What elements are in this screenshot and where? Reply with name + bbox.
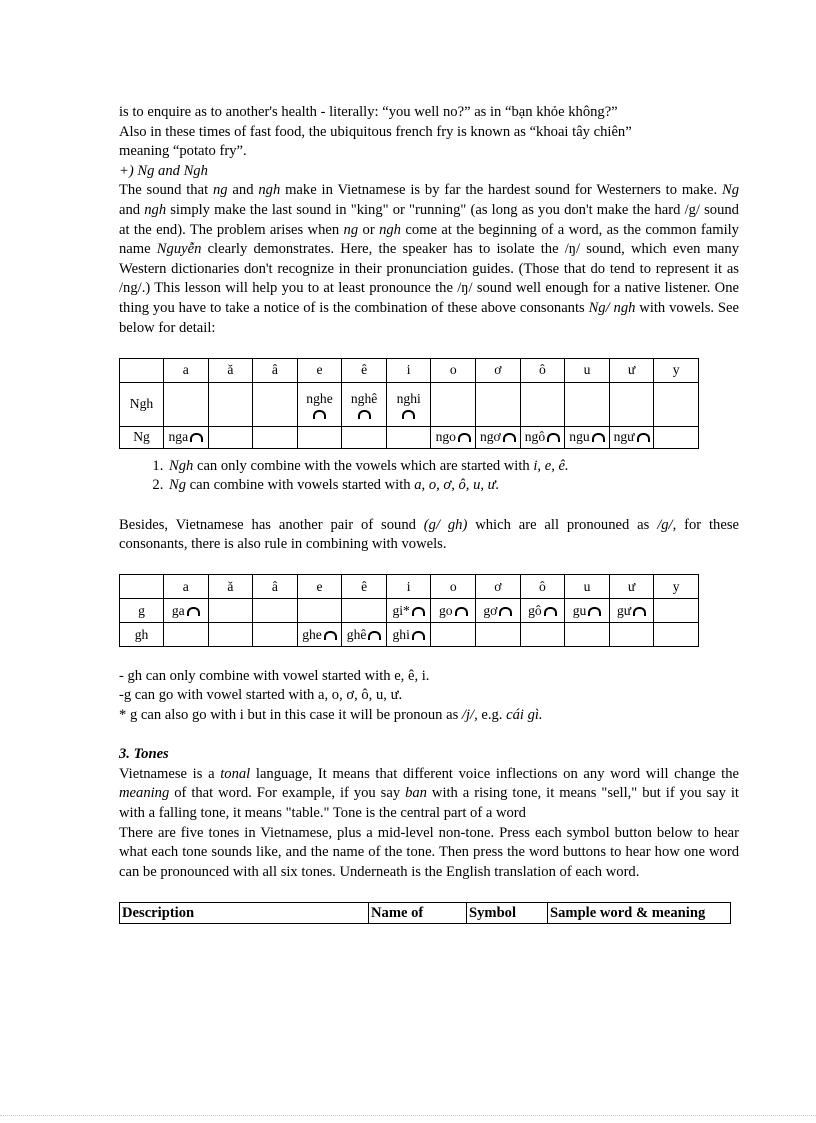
empty-cell [386, 426, 431, 448]
vowel-header: ư [609, 575, 654, 599]
syllable-text: ghi [392, 626, 410, 642]
syllable-cell[interactable] [520, 599, 565, 623]
g-gh-vowel-table [119, 574, 699, 647]
vowel-header: â [253, 358, 298, 382]
vowel-header: ô [520, 575, 565, 599]
tones-header-row [120, 903, 731, 924]
ng-rules-list [119, 457, 739, 496]
vowel-header: o [431, 358, 476, 382]
vowel-header: u [565, 575, 610, 599]
syllable-text: ngu [569, 429, 590, 445]
syllable-text: ngo [435, 429, 456, 445]
italic-term: cái gì. [506, 707, 543, 724]
header-name-of: Name of [369, 903, 467, 924]
empty-cell [520, 623, 565, 647]
text: can combine with vowels started with [186, 477, 415, 494]
text: Besides, Vietnamese has another pair of sound [119, 516, 424, 533]
g-row [120, 599, 699, 623]
vowel-header: ă [208, 575, 253, 599]
empty-cell [654, 382, 699, 426]
gh-row [120, 623, 699, 647]
vowel-header: ô [520, 358, 565, 382]
text: come at the beginning of a word, as the common family name [119, 221, 739, 258]
vowel-header: â [253, 575, 298, 599]
row-label-ngh: Ngh [120, 382, 164, 426]
tones-table [119, 902, 731, 924]
ng-rule-item [167, 457, 739, 477]
empty-cell [609, 382, 654, 426]
text: and [119, 201, 145, 218]
syllable-text: gô [528, 602, 542, 618]
headphones-icon[interactable] [190, 433, 203, 442]
syllable-text: nghe [306, 390, 333, 406]
text: * g can also go with i but in this case it will be pronoun as [119, 707, 462, 724]
empty-cell [253, 599, 298, 623]
empty-cell [476, 382, 521, 426]
empty-cell [654, 623, 699, 647]
syllable-cell[interactable] [342, 623, 387, 647]
syllable-text: ngư [613, 429, 635, 445]
italic-term: /g/, [657, 516, 677, 533]
headphones-icon[interactable] [313, 410, 326, 419]
syllable-text: ga [171, 602, 185, 618]
tones-paragraph-2: There are five tones in Vietnamese, plus a mid-level non-tone. Press each symbol button below to hear what each tone sounds like, and the name of the tone. Then press the word buttons to hear how one word can be pronounced with all six tones. Underneath is the English translation of each word. [119, 824, 739, 880]
empty-cell [253, 382, 298, 426]
text: and [227, 182, 259, 199]
italic-term: Ng/ ngh [588, 299, 636, 316]
text: for these consonants, there is also rule in combining with vowels. [119, 516, 739, 553]
tones-paragraph-1 [119, 765, 739, 824]
text: with vowels. See below for detail: [119, 299, 739, 336]
empty-cell [342, 599, 387, 623]
corner-cell [120, 575, 164, 599]
ng-paragraph [119, 181, 739, 338]
syllable-cell[interactable] [386, 599, 431, 623]
syllable-cell[interactable] [386, 623, 431, 647]
empty-cell [565, 382, 610, 426]
intro-line-2: Also in these times of fast food, the ubiquitous french fry is known as “khoai tây chiên” [119, 123, 632, 140]
empty-cell [654, 426, 699, 448]
vowel-header-row [120, 358, 699, 382]
syllable-cell[interactable] [476, 426, 521, 448]
syllable-cell[interactable] [431, 426, 476, 448]
syllable-text: ngô [524, 429, 546, 445]
empty-cell [609, 623, 654, 647]
ngh-row [120, 382, 699, 426]
empty-cell [164, 382, 209, 426]
text: which are all pronouned as [467, 516, 658, 533]
ng-row [120, 426, 699, 448]
headphones-icon[interactable] [455, 607, 468, 616]
vowel-header: u [565, 358, 610, 382]
text: of that word. For example, if you say [169, 785, 406, 802]
headphones-icon[interactable] [592, 433, 605, 442]
italic-term: tonal [220, 765, 251, 782]
corner-cell [120, 358, 164, 382]
vowel-header: ê [342, 358, 387, 382]
g-gh-paragraph [119, 516, 739, 555]
empty-cell [476, 623, 521, 647]
headphones-icon[interactable] [633, 607, 646, 616]
vowel-header-row [120, 575, 699, 599]
headphones-icon[interactable] [458, 433, 471, 442]
syllable-cell[interactable] [431, 599, 476, 623]
text: language, It means that different voice inflections on any word will change the [250, 765, 740, 782]
header-sample-word: Sample word & meaning [548, 903, 731, 924]
italic-term: Ng [721, 182, 739, 199]
syllable-text: nghê [350, 390, 378, 406]
ng-ngh-vowel-table [119, 358, 699, 449]
text: Vietnamese is a [119, 765, 221, 782]
vowel-header: o [431, 575, 476, 599]
row-label-g: g [120, 599, 164, 623]
headphones-icon[interactable] [503, 433, 516, 442]
italic-term: Ngh [169, 457, 194, 474]
italic-term: ngh [258, 182, 281, 199]
syllable-text: ghê [346, 626, 367, 642]
vowel-header: e [297, 358, 342, 382]
vowel-header: ư [609, 358, 654, 382]
italic-term: meaning [119, 785, 170, 802]
syllable-cell[interactable] [164, 426, 209, 448]
italic-term: Nguyễn [156, 241, 202, 258]
italic-term: Ng [169, 477, 187, 494]
syllable-cell[interactable] [297, 623, 342, 647]
g-rule-line: - gh can only combine with vowel started with e, ê, i. [119, 667, 430, 684]
syllable-cell[interactable] [342, 382, 387, 426]
row-label-gh: gh [120, 623, 164, 647]
syllable-text: go [438, 602, 453, 618]
text: e.g. [477, 707, 507, 724]
italic-term: ng [212, 182, 228, 199]
text: can only combine with the vowels which are started with [193, 457, 534, 474]
empty-cell [208, 382, 253, 426]
syllable-text: gư [616, 602, 632, 618]
italic-term: ng [343, 221, 359, 238]
italic-term: a, o, ơ, ô, u, ư. [414, 477, 500, 494]
empty-cell [520, 382, 565, 426]
italic-term: (g/ gh) [423, 516, 468, 533]
syllable-cell[interactable] [520, 426, 565, 448]
text: or [358, 221, 380, 238]
intro-line-1: is to enquire as to another's health - literally: “you well no?” as in “bạn khỏe không?” [119, 104, 618, 120]
row-label-ng: Ng [120, 426, 164, 448]
empty-cell [208, 426, 253, 448]
vowel-header: y [654, 575, 699, 599]
syllable-text: ngơ [479, 429, 501, 445]
empty-cell [164, 623, 209, 647]
document-page [119, 103, 739, 924]
headphones-icon[interactable] [637, 433, 650, 442]
syllable-cell[interactable] [565, 599, 610, 623]
text: simply make the last sound in "king" or "running" (as long as you don't make the hard /g/ sound at the end). The problem arises when [119, 201, 739, 238]
headphones-icon[interactable] [187, 607, 200, 616]
vowel-header: a [164, 358, 209, 382]
italic-term: ngh [379, 221, 401, 238]
section-heading-tones: 3. Tones [119, 746, 169, 763]
headphones-icon[interactable] [588, 607, 601, 616]
vowel-header: y [654, 358, 699, 382]
empty-cell [342, 426, 387, 448]
headphones-icon[interactable] [412, 607, 425, 616]
empty-cell [297, 599, 342, 623]
vowel-header: a [164, 575, 209, 599]
syllable-cell[interactable] [386, 382, 431, 426]
empty-cell [208, 623, 253, 647]
vowel-header: i [386, 575, 431, 599]
empty-cell [565, 623, 610, 647]
syllable-text: ghe [302, 626, 322, 642]
syllable-cell[interactable] [565, 426, 610, 448]
text: The sound that [119, 182, 213, 199]
italic-term: /j/, [461, 707, 478, 724]
syllable-text: gu [572, 602, 587, 618]
syllable-cell[interactable] [476, 599, 521, 623]
empty-cell [253, 623, 298, 647]
vowel-header: ơ [476, 575, 521, 599]
vowel-header: i [386, 358, 431, 382]
section-heading-ng-ngh: +) Ng and Ngh [119, 162, 208, 179]
empty-cell [431, 382, 476, 426]
ng-rule-item [167, 476, 739, 496]
italic-term: ngh [144, 201, 167, 218]
headphones-icon[interactable] [544, 607, 557, 616]
syllable-cell[interactable] [164, 599, 209, 623]
syllable-text: nga [168, 429, 189, 445]
g-rule-line: -g can go with vowel started with a, o, ơ, ô, u, ư. [119, 687, 403, 704]
vowel-header: ă [208, 358, 253, 382]
syllable-cell[interactable] [609, 426, 654, 448]
header-symbol: Symbol [467, 903, 548, 924]
headphones-icon[interactable] [402, 410, 415, 419]
headphones-icon[interactable] [499, 607, 512, 616]
text: make in Vietnamese is by far the hardest sound for Westerners to make. [280, 182, 722, 199]
intro-line-3: meaning “potato fry”. [119, 143, 247, 160]
empty-cell [253, 426, 298, 448]
syllable-text: gi* [392, 602, 410, 618]
headphones-icon[interactable] [412, 631, 425, 640]
header-description: Description [120, 903, 369, 924]
g-rule-line [119, 706, 739, 726]
vowel-header: ơ [476, 358, 521, 382]
empty-cell [297, 426, 342, 448]
vowel-header: e [297, 575, 342, 599]
syllable-cell[interactable] [609, 599, 654, 623]
empty-cell [431, 623, 476, 647]
headphones-icon[interactable] [324, 631, 337, 640]
italic-term: i, e, ê. [533, 457, 569, 474]
empty-cell [208, 599, 253, 623]
headphones-icon[interactable] [358, 410, 371, 419]
text: with a rising tone, it means "sell," but if you say it with a falling tone, it means "table." Tone is the central part of a word [119, 785, 739, 822]
text: clearly demonstrates. Here, the speaker has to isolate the /ŋ/ sound, which even many Western dictionaries don't recognize in their pronunciation guides. (Those that do tend to represent it as /ng/.) This lesson will help you to at least pronounce the /ŋ/ sound well enough for a native listener. One thing you have to take a notice of is the combination of these above consonants [119, 241, 739, 316]
italic-term: ban [405, 785, 427, 802]
empty-cell [654, 599, 699, 623]
headphones-icon[interactable] [368, 631, 381, 640]
headphones-icon[interactable] [547, 433, 560, 442]
syllable-text: nghi [396, 390, 421, 406]
vowel-header: ê [342, 575, 387, 599]
syllable-text: gơ [483, 602, 498, 618]
page-bottom-divider [0, 1115, 816, 1116]
syllable-cell[interactable] [297, 382, 342, 426]
